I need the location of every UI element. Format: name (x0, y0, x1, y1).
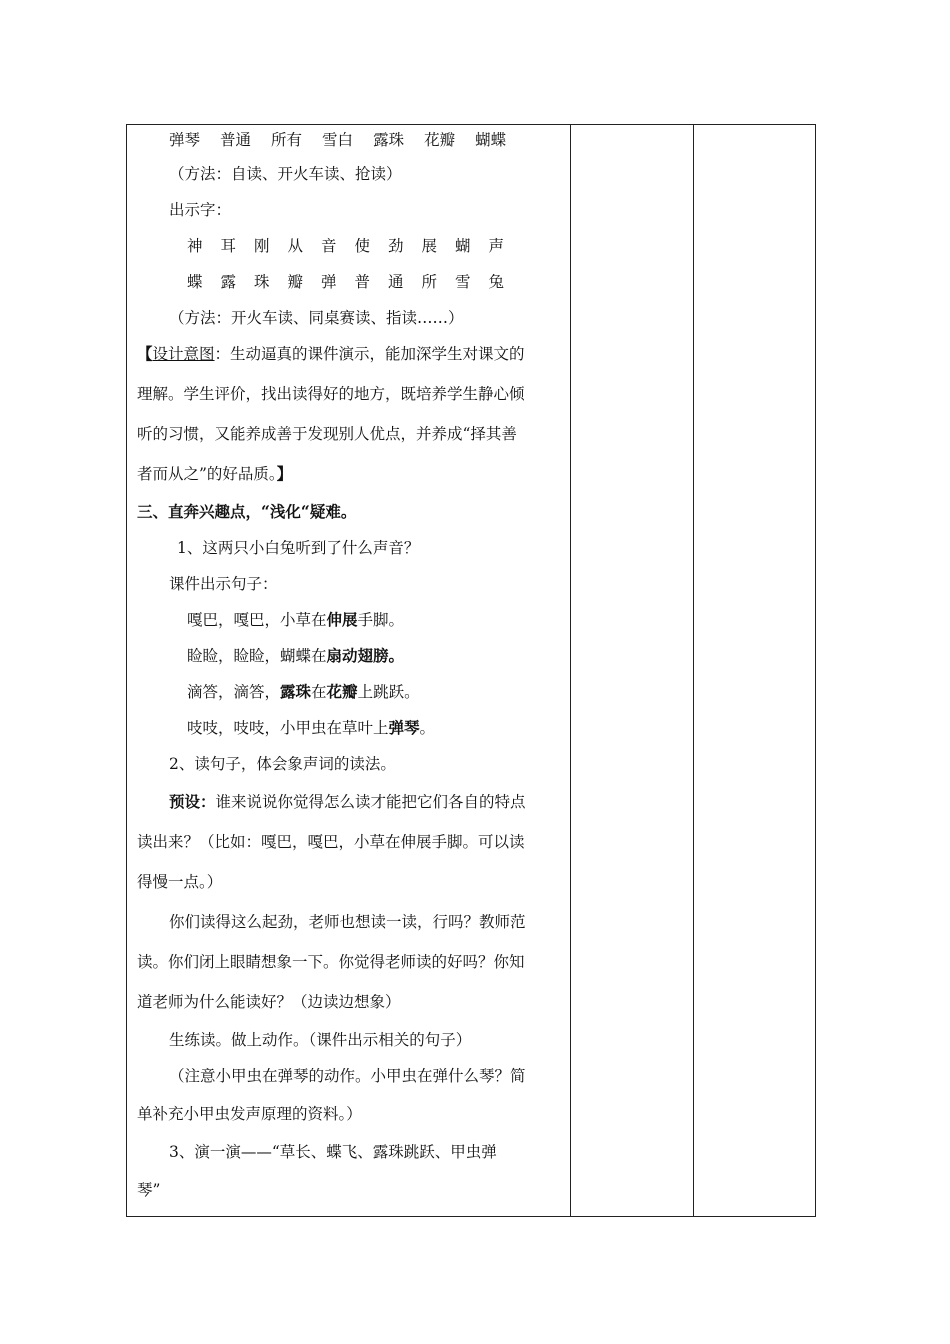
sentence-bold: 弹琴 (388, 718, 420, 737)
notes-cell-2 (693, 125, 815, 1216)
note-line-1: （注意小甲虫在弹琴的动作。小甲虫在弹什么琴？简 (169, 1067, 526, 1085)
char: 神 (187, 237, 203, 255)
vocab-word: 普通 (220, 131, 252, 149)
bracket-close: 】 (276, 464, 293, 483)
char: 通 (388, 273, 404, 291)
characters-row-1 (187, 235, 522, 257)
sentence-text: 在 (311, 683, 327, 701)
notes-cell-1 (570, 125, 693, 1216)
sentence-text: 吱吱，吱吱，小甲虫在草叶上 (187, 719, 389, 737)
vocab-word: 雪白 (322, 131, 354, 149)
design-intent-line-1 (137, 343, 525, 365)
char: 所 (421, 273, 438, 291)
char: 瓣 (287, 273, 304, 291)
method-line-1: （方法：自读、开火车读、抢读） (169, 165, 402, 183)
act-line-1: 3、演一演——“草长、蝶飞、露珠跳跃、甲虫弹 (169, 1143, 497, 1161)
question-2: 2、读句子，体会象声词的读法。 (169, 755, 396, 773)
design-intent-line-2: 理解。学生评价，找出读得好的地方，既培养学生静心倾 (137, 385, 525, 403)
sentence-4 (187, 717, 435, 739)
paragraph-1-line-3: 道老师为什么能读好？（边读边想象） (137, 993, 401, 1011)
note-line-2: 单补充小甲虫发声原理的资料。） (137, 1105, 362, 1123)
paragraph-1-line-2: 读。你们闭上眼睛想象一下。你觉得老师读的好吗？你知 (137, 953, 525, 971)
preset-line-3: 得慢一点。） (137, 873, 223, 891)
sentence-bold: 伸展 (326, 610, 358, 629)
sentence-bold: 扇动翅膀。 (326, 646, 405, 665)
sentence-1 (187, 609, 404, 631)
paragraph-1-line-1: 你们读得这么起劲，老师也想读一读，行吗？教师范 (169, 913, 526, 931)
sentence-bold: 花瓣 (326, 682, 358, 701)
design-intent-label: 设计意图 (152, 345, 215, 363)
char: 兔 (488, 273, 505, 291)
lesson-content-cell (127, 125, 570, 1216)
sentence-2 (187, 645, 404, 667)
show-chars-label: 出示字： (169, 201, 232, 219)
sentence-text: 上跳跃。 (357, 683, 420, 701)
preset-label: 预设： (169, 792, 216, 811)
sentence-text: 睑睑，睑睑，蝴蝶在 (187, 647, 327, 665)
char: 从 (287, 237, 304, 255)
char: 耳 (220, 237, 237, 255)
practice-line: 生练读。做上动作。（课件出示相关的句子） (169, 1031, 472, 1049)
char: 雪 (455, 273, 471, 291)
vocab-word: 所有 (271, 131, 303, 149)
char: 蝶 (187, 273, 203, 291)
char: 弹 (321, 273, 337, 291)
act-line-2: 琴” (137, 1181, 161, 1199)
preset-line-2: 读出来？（比如：嘎巴，嘎巴，小草在伸展手脚。可以读 (137, 833, 525, 851)
char: 声 (488, 237, 505, 255)
vocabulary-words-line (169, 129, 526, 151)
char: 普 (354, 273, 371, 291)
char: 展 (421, 237, 438, 255)
sentence-text: 手脚。 (357, 611, 405, 629)
char: 劲 (388, 237, 404, 255)
char: 露 (220, 273, 237, 291)
design-intent-line-3: 听的习惯，又能养成善于发现别人优点，并养成“择其善 (137, 425, 517, 443)
sentence-text: 滴答，滴答， (187, 683, 281, 701)
bracket-open: 【 (137, 344, 153, 363)
method-line-2: （方法：开火车读、同桌赛读、指读……） (169, 309, 464, 327)
vocab-word: 蝴蝶 (475, 131, 507, 149)
char: 蝴 (455, 237, 471, 255)
courseware-label: 课件出示句子： (169, 575, 278, 593)
design-intent-line-4 (137, 463, 292, 485)
char: 使 (354, 237, 371, 255)
char: 音 (321, 237, 337, 255)
sentence-text: 嘎巴，嘎巴，小草在 (187, 611, 327, 629)
preset-line-1 (169, 791, 526, 813)
question-1: 1、这两只小白兔听到了什么声音？ (177, 539, 420, 557)
lesson-table (126, 124, 816, 1217)
char: 珠 (254, 273, 270, 291)
sentence-bold: 露珠 (280, 682, 312, 701)
sentence-3 (187, 681, 420, 703)
characters-row-2 (187, 271, 522, 293)
vocab-word: 露珠 (373, 131, 405, 149)
vocab-word: 弹琴 (169, 131, 201, 149)
sentence-text: 。 (419, 719, 436, 737)
vocab-word: 花瓣 (424, 131, 456, 149)
design-intent-text: 者而从之”的好品质。 (137, 465, 277, 483)
char: 刚 (254, 237, 270, 255)
section-3-heading: 三、直奔兴趣点，“浅化“疑难。 (137, 502, 357, 521)
preset-text: 谁来说说你觉得怎么读才能把它们各自的特点 (215, 793, 526, 811)
design-intent-text: ：生动逼真的课件演示，能加深学生对课文的 (214, 345, 525, 363)
